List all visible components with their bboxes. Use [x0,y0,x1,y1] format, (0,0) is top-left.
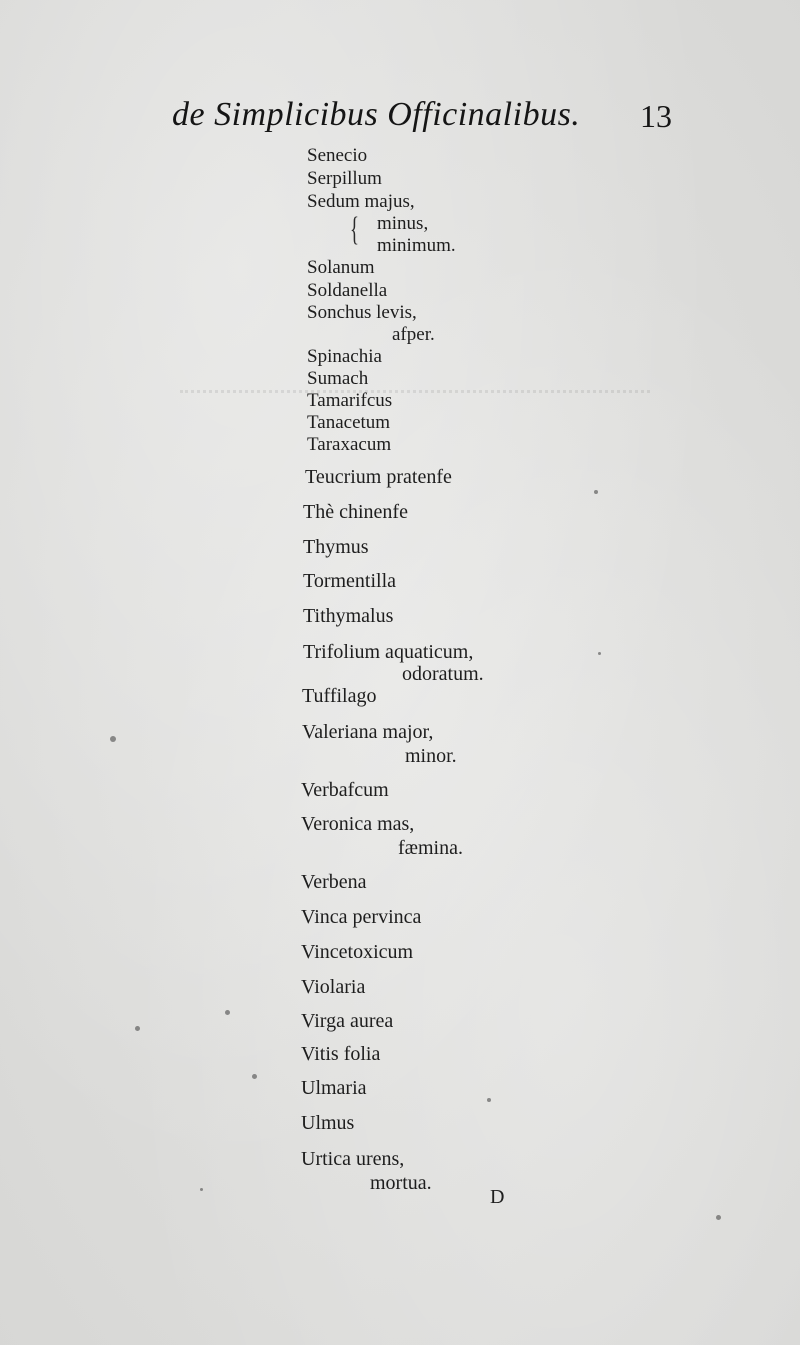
list-item: Verbafcum [301,779,389,801]
list-item: Thymus [303,536,369,558]
list-item: Tithymalus [303,605,394,627]
list-item: Tamarifcus [307,390,393,411]
running-head: de Simplicibus Officinalibus. [172,96,581,133]
ink-speck [135,1026,140,1031]
list-item: afper. [392,324,435,345]
list-item: Teucrium pratenfe [305,466,452,488]
list-item: Veronica mas, [301,813,415,835]
list-item: mortua. [370,1172,432,1194]
list-item: Sedum majus, [307,191,415,212]
list-item: Urtica urens, [301,1148,405,1170]
list-item: Spinachia [307,346,382,367]
list-item: minimum. [377,235,456,256]
list-item: odoratum. [402,663,484,685]
list-item: Trifolium aquaticum, [303,641,474,663]
ink-speck [110,736,116,742]
list-item: Taraxacum [307,434,392,455]
list-item: Serpillum [307,168,382,189]
list-item: Soldanella [307,280,388,301]
list-item: Verbena [301,871,367,893]
signature-mark: D [490,1186,505,1208]
list-item: fæmina. [398,837,463,859]
list-item: Tormentilla [303,570,397,592]
list-item: minus, [377,213,429,234]
ink-speck [252,1074,257,1079]
list-item: minor. [405,745,457,767]
list-item: Violaria [301,976,366,998]
ink-speck [200,1188,203,1191]
list-item: Ulmaria [301,1077,367,1099]
list-item: Valeriana major, [302,721,434,743]
page-number: 13 [640,98,672,134]
list-item: Solanum [307,257,375,278]
ink-speck [594,490,598,494]
ink-speck [225,1010,230,1015]
list-item: Sonchus levis, [307,302,417,323]
ink-speck [487,1098,491,1102]
list-item: Thè chinenfe [303,501,408,523]
ink-speck [716,1215,721,1220]
list-item: Vinca pervinca [301,906,422,928]
list-item: Vincetoxicum [301,941,414,963]
list-item: Sumach [307,368,369,389]
show-through-rule [180,390,650,393]
list-item: Tanacetum [307,412,391,433]
brace-mark: { [350,211,359,248]
list-item: Ulmus [301,1112,355,1134]
list-item: Virga aurea [301,1010,394,1032]
ink-speck [598,652,601,655]
list-item: Tuffilago [302,685,377,707]
list-item: Vitis folia [301,1043,381,1065]
list-item: Senecio [307,145,368,166]
